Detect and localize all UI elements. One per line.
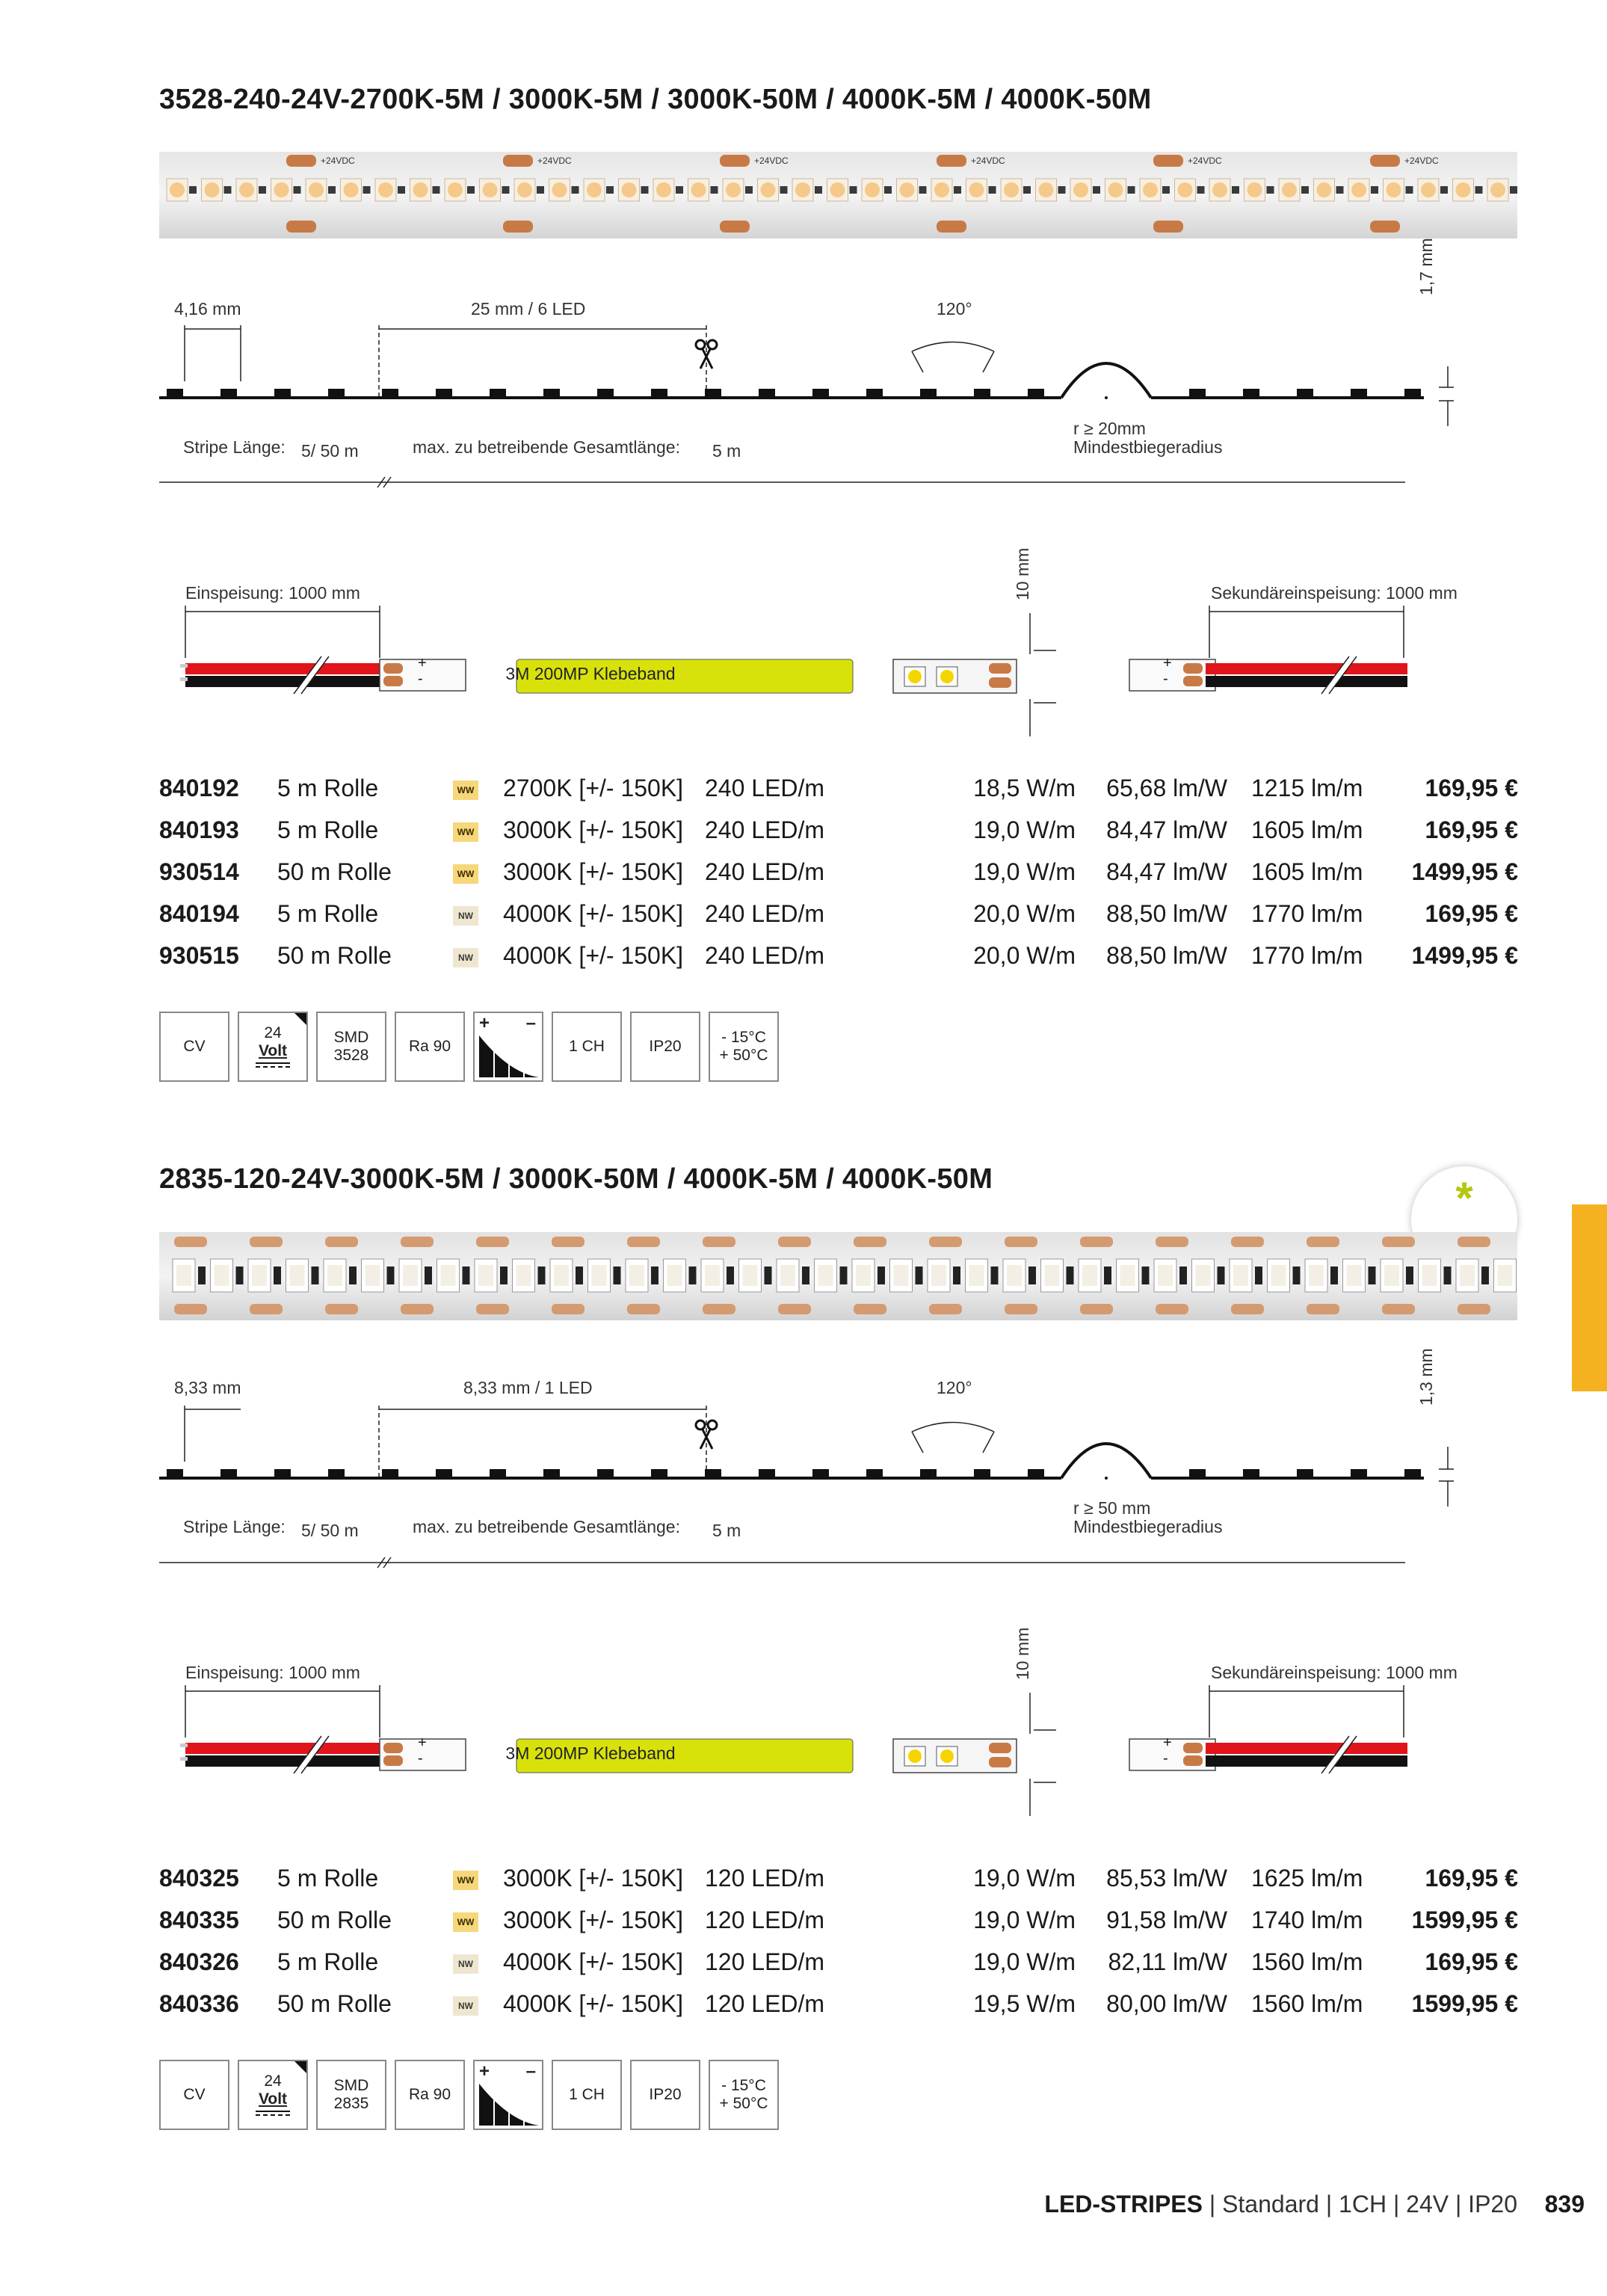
efficiency: 82,11 lm/W bbox=[1108, 1948, 1227, 1975]
table-row bbox=[159, 1906, 1518, 1944]
color-temperature: 2700K [+/- 150K] bbox=[503, 775, 684, 801]
polarity-plus: + bbox=[1163, 655, 1172, 671]
price: 1599,95 € bbox=[1411, 1906, 1518, 1933]
cut-segment-label: 25 mm / 6 LED bbox=[471, 299, 586, 318]
led-density: 120 LED/m bbox=[705, 1990, 825, 2017]
efficiency: 88,50 lm/W bbox=[1106, 942, 1227, 969]
cv-icon: CV bbox=[159, 1012, 229, 1082]
svg-text:+24VDC: +24VDC bbox=[1404, 156, 1439, 166]
price: 169,95 € bbox=[1425, 816, 1518, 843]
bend-radius-caption: Mindestbiegeradius bbox=[1073, 437, 1223, 457]
color-temperature: 3000K [+/- 150K] bbox=[503, 858, 684, 885]
voltage-icon: 24 Volt bbox=[238, 1012, 308, 1082]
power: 19,0 W/m bbox=[973, 1906, 1076, 1933]
package-size: 5 m Rolle bbox=[277, 900, 379, 927]
bend-angle-label: 120° bbox=[937, 299, 972, 318]
svg-text:+24VDC: +24VDC bbox=[1188, 156, 1222, 166]
section-title: 2835-120-24V-3000K-5M / 3000K-50M / 4000K-5M / 4000K-50M bbox=[159, 1163, 993, 1195]
price: 169,95 € bbox=[1425, 900, 1518, 927]
color-temperature: 4000K [+/- 150K] bbox=[503, 1948, 684, 1975]
color-temperature: 3000K [+/- 150K] bbox=[503, 1906, 684, 1933]
color-temp-badge: NW bbox=[453, 948, 478, 967]
package-size: 50 m Rolle bbox=[277, 858, 392, 885]
max-length-value: 5 m bbox=[712, 1521, 741, 1540]
article-number: 930515 bbox=[159, 942, 239, 969]
cri-icon: Ra 90 bbox=[395, 2060, 465, 2130]
luminous-flux: 1560 lm/m bbox=[1251, 1948, 1363, 1975]
max-length-label: max. zu betreibende Gesamtlänge: bbox=[413, 1517, 680, 1536]
luminous-flux: 1770 lm/m bbox=[1251, 942, 1363, 969]
efficiency: 85,53 lm/W bbox=[1106, 1865, 1227, 1892]
power: 19,5 W/m bbox=[973, 1990, 1076, 2017]
secondary-feed-label: Sekundäreinspeisung: 1000 mm bbox=[1211, 1663, 1458, 1682]
luminous-flux: 1770 lm/m bbox=[1251, 900, 1363, 927]
channel-icon: 1 CH bbox=[552, 2060, 622, 2130]
svg-text:+24VDC: +24VDC bbox=[321, 156, 355, 166]
article-number: 930514 bbox=[159, 858, 239, 885]
pitch-label: 8,33 mm bbox=[174, 1378, 241, 1397]
price: 1599,95 € bbox=[1411, 1990, 1518, 2017]
svg-text:+24VDC: +24VDC bbox=[537, 156, 572, 166]
polarity-plus: + bbox=[418, 1735, 427, 1751]
led-density: 240 LED/m bbox=[705, 900, 825, 927]
efficiency: 65,68 lm/W bbox=[1106, 775, 1227, 801]
led-density: 120 LED/m bbox=[705, 1865, 825, 1892]
adhesive-tape-label: 3M 200MP Klebeband bbox=[505, 664, 676, 683]
article-number: 840192 bbox=[159, 775, 239, 801]
luminous-flux: 1625 lm/m bbox=[1251, 1865, 1363, 1892]
article-number: 840325 bbox=[159, 1865, 239, 1892]
bend-angle-label: 120° bbox=[937, 1378, 972, 1397]
table-row bbox=[159, 900, 1518, 938]
stripe-length-value: 5/ 50 m bbox=[301, 441, 359, 461]
led-density: 120 LED/m bbox=[705, 1948, 825, 1975]
package-size: 5 m Rolle bbox=[277, 775, 379, 801]
color-temp-badge: NW bbox=[453, 1954, 478, 1974]
ip-rating-icon: IP20 bbox=[630, 1012, 700, 1082]
smd-icon: SMD 3528 bbox=[316, 1012, 386, 1082]
price: 169,95 € bbox=[1425, 775, 1518, 801]
efficiency: 91,58 lm/W bbox=[1106, 1906, 1227, 1933]
price: 169,95 € bbox=[1425, 1865, 1518, 1892]
footer-details: | Standard | 1CH | 24V | IP20 bbox=[1202, 2191, 1517, 2217]
cut-segment-label: 8,33 mm / 1 LED bbox=[463, 1378, 593, 1397]
dimmable-icon: + – bbox=[473, 2060, 543, 2130]
smd-icon: SMD 2835 bbox=[316, 2060, 386, 2130]
efficiency: 88,50 lm/W bbox=[1106, 900, 1227, 927]
thickness-label: 1,3 mm bbox=[1416, 1348, 1436, 1406]
channel-icon: 1 CH bbox=[552, 1012, 622, 1082]
price: 169,95 € bbox=[1425, 1948, 1518, 1975]
table-row bbox=[159, 1948, 1518, 1986]
efficiency: 84,47 lm/W bbox=[1106, 858, 1227, 885]
package-size: 50 m Rolle bbox=[277, 1906, 392, 1933]
strip-dimension-diagram bbox=[153, 254, 1454, 501]
led-density: 240 LED/m bbox=[705, 775, 825, 801]
stripe-length-label: Stripe Länge: bbox=[183, 437, 286, 457]
led-density: 120 LED/m bbox=[705, 1906, 825, 1933]
luminous-flux: 1740 lm/m bbox=[1251, 1906, 1363, 1933]
efficiency: 80,00 lm/W bbox=[1106, 1990, 1227, 2017]
polarity-minus: - bbox=[1163, 1750, 1168, 1767]
efficiency: 84,47 lm/W bbox=[1106, 816, 1227, 843]
chapter-tab bbox=[1572, 1204, 1607, 1391]
adhesive-tape-label: 3M 200MP Klebeband bbox=[505, 1743, 676, 1763]
color-temp-badge: WW bbox=[453, 1912, 478, 1932]
price: 1499,95 € bbox=[1411, 942, 1518, 969]
color-temperature: 4000K [+/- 150K] bbox=[503, 942, 684, 969]
voltage-icon: 24 Volt bbox=[238, 2060, 308, 2130]
ip-rating-icon: IP20 bbox=[630, 2060, 700, 2130]
secondary-feed-label: Sekundäreinspeisung: 1000 mm bbox=[1211, 583, 1458, 603]
table-row bbox=[159, 942, 1518, 979]
color-temp-badge: WW bbox=[453, 822, 478, 842]
article-number: 840193 bbox=[159, 816, 239, 843]
stripe-length-value: 5/ 50 m bbox=[301, 1521, 359, 1540]
luminous-flux: 1605 lm/m bbox=[1251, 816, 1363, 843]
primary-feed-label: Einspeisung: 1000 mm bbox=[185, 1663, 360, 1682]
strip-width-label: 10 mm bbox=[1013, 1627, 1032, 1680]
bend-radius-label: r ≥ 20mm bbox=[1073, 419, 1146, 438]
power: 19,0 W/m bbox=[973, 1948, 1076, 1975]
max-length-value: 5 m bbox=[712, 441, 741, 461]
color-temp-badge: NW bbox=[453, 1996, 478, 2016]
article-number: 840335 bbox=[159, 1906, 239, 1933]
power: 19,0 W/m bbox=[973, 858, 1076, 885]
cv-icon: CV bbox=[159, 2060, 229, 2130]
polarity-minus: - bbox=[418, 1750, 423, 1767]
temperature-range-icon: - 15°C + 50°C bbox=[709, 2060, 779, 2130]
color-temp-badge: WW bbox=[453, 781, 478, 800]
color-temperature: 3000K [+/- 150K] bbox=[503, 816, 684, 843]
strip-dimension-diagram bbox=[153, 1335, 1454, 1581]
feed-diagram bbox=[159, 1618, 1475, 1827]
polarity-minus: - bbox=[418, 671, 423, 687]
price: 1499,95 € bbox=[1411, 858, 1518, 885]
package-size: 50 m Rolle bbox=[277, 1990, 392, 2017]
footer-category: LED-STRIPES bbox=[1044, 2191, 1203, 2217]
table-row bbox=[159, 816, 1518, 854]
power: 18,5 W/m bbox=[973, 775, 1076, 801]
led-density: 240 LED/m bbox=[705, 816, 825, 843]
max-length-label: max. zu betreibende Gesamtlänge: bbox=[413, 437, 680, 457]
temperature-range-icon: - 15°C + 50°C bbox=[709, 1012, 779, 1082]
page-number: 839 bbox=[1544, 2191, 1585, 2217]
cri-icon: Ra 90 bbox=[395, 1012, 465, 1082]
color-temperature: 4000K [+/- 150K] bbox=[503, 1990, 684, 2017]
color-temp-badge: WW bbox=[453, 1871, 478, 1890]
package-size: 5 m Rolle bbox=[277, 1865, 379, 1892]
section-title: 3528-240-24V-2700K-5M / 3000K-5M / 3000K-50M / 4000K-5M / 4000K-50M bbox=[159, 84, 1152, 115]
led-strip-photo bbox=[159, 152, 1517, 238]
svg-text:+24VDC: +24VDC bbox=[971, 156, 1005, 166]
table-row bbox=[159, 1865, 1518, 1902]
power: 20,0 W/m bbox=[973, 900, 1076, 927]
thickness-label: 1,7 mm bbox=[1416, 238, 1436, 295]
luminous-flux: 1605 lm/m bbox=[1251, 858, 1363, 885]
primary-feed-label: Einspeisung: 1000 mm bbox=[185, 583, 360, 603]
package-size: 5 m Rolle bbox=[277, 1948, 379, 1975]
article-number: 840326 bbox=[159, 1948, 239, 1975]
article-number: 840194 bbox=[159, 900, 239, 927]
stripe-length-label: Stripe Länge: bbox=[183, 1517, 286, 1536]
package-size: 5 m Rolle bbox=[277, 816, 379, 843]
color-temperature: 3000K [+/- 150K] bbox=[503, 1865, 684, 1892]
package-size: 50 m Rolle bbox=[277, 942, 392, 969]
footer-text bbox=[1044, 2191, 1517, 2218]
polarity-plus: + bbox=[1163, 1735, 1172, 1751]
power: 19,0 W/m bbox=[973, 1865, 1076, 1892]
svg-text:+24VDC: +24VDC bbox=[754, 156, 789, 166]
polarity-plus: + bbox=[418, 655, 427, 671]
star-icon: * bbox=[1455, 1173, 1473, 1223]
bend-radius-caption: Mindestbiegeradius bbox=[1073, 1517, 1223, 1536]
pitch-label: 4,16 mm bbox=[174, 299, 241, 318]
luminous-flux: 1560 lm/m bbox=[1251, 1990, 1363, 2017]
table-row bbox=[159, 1990, 1518, 2028]
power: 20,0 W/m bbox=[973, 942, 1076, 969]
bend-radius-label: r ≥ 50 mm bbox=[1073, 1498, 1151, 1518]
color-temperature: 4000K [+/- 150K] bbox=[503, 900, 684, 927]
table-row bbox=[159, 775, 1518, 812]
led-density: 240 LED/m bbox=[705, 942, 825, 969]
feed-diagram bbox=[159, 538, 1475, 748]
article-number: 840336 bbox=[159, 1990, 239, 2017]
led-density: 240 LED/m bbox=[705, 858, 825, 885]
color-temp-badge: NW bbox=[453, 906, 478, 926]
color-temp-badge: WW bbox=[453, 864, 478, 884]
strip-width-label: 10 mm bbox=[1013, 547, 1032, 600]
table-row bbox=[159, 858, 1518, 896]
polarity-minus: - bbox=[1163, 671, 1168, 687]
luminous-flux: 1215 lm/m bbox=[1251, 775, 1363, 801]
power: 19,0 W/m bbox=[973, 816, 1076, 843]
dimmable-icon: + – bbox=[473, 1012, 543, 1082]
led-strip-photo bbox=[159, 1232, 1517, 1320]
